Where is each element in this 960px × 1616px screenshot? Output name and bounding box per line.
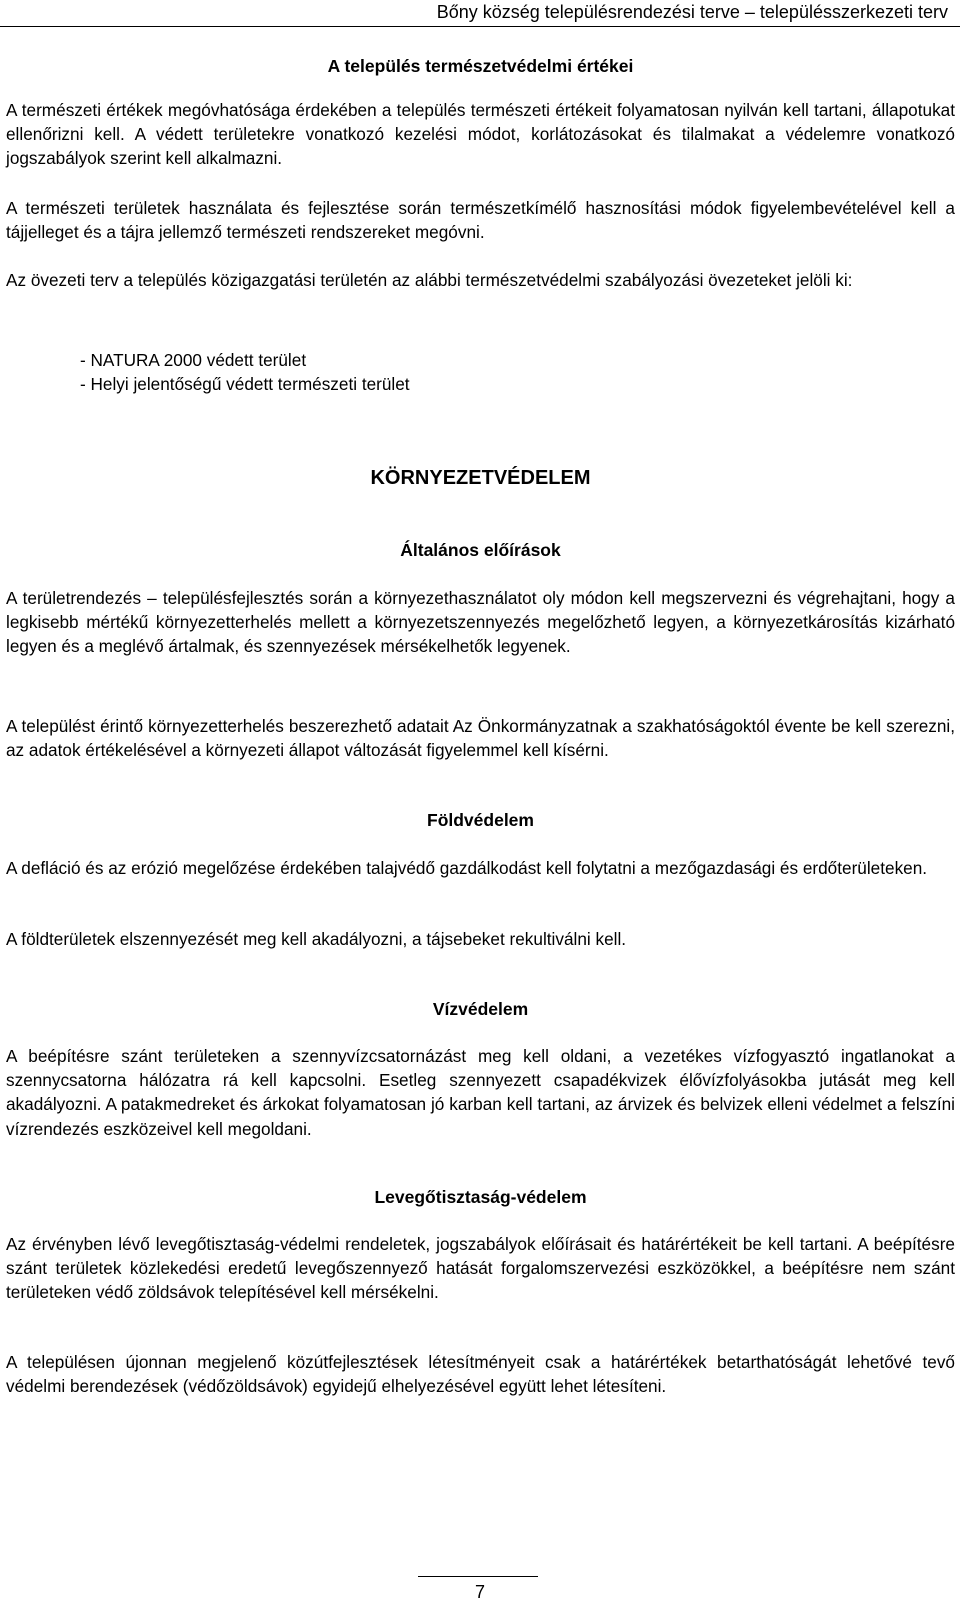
section-heading-soil: Földvédelem: [427, 810, 534, 830]
section-heading-air: Levegőtisztaság-védelem: [374, 1187, 587, 1207]
paragraph: A defláció és az erózió megelőzése érdekében talajvédő gazdálkodást kell folytatni a mezőgazdasági és erdőterületeken.: [6, 858, 928, 878]
section-heading-water: Vízvédelem: [432, 999, 529, 1019]
section-heading-nature: A település természetvédelmi értékei: [327, 56, 634, 76]
section-heading-general: Általános előírások: [400, 540, 561, 560]
paragraph: Az érvényben lévő levegőtisztaság-védelmi rendeletek, jogszabályok előírásait és határértékeit be kell tartani. A beépítésre szánt területek közlekedési eredetű levegőszennyező hatását forgalomszervezési eszközökkel, a beépítésre nem szánt területeken védő zöldsávok telepítésével kell mérsékelni.: [6, 1234, 955, 1303]
paragraph: A településen újonnan megjelenő közútfejlesztések létesítményeit csak a határértékek betarthatóságát lehetővé tevő védelmi berendezések (védőzöldsávok) egyidejű elhelyezésével együtt lehet létesíteni.: [6, 1352, 955, 1397]
footer-divider: [418, 1576, 538, 1577]
paragraph: A természeti területek használata és fejlesztése során természetkímélő hasznosítási módok figyelembevételével kell a tájjelleget és a tájra jellemző természeti rendszereket megóvni.: [6, 198, 955, 243]
list-item: - Helyi jelentőségű védett természeti terület: [80, 374, 410, 395]
paragraph: A területrendezés – településfejlesztés során a környezethasználatot oly módon kell megszervezni és végrehajtani, hogy a legkisebb mértékű környezetterhelés mellett a környezetszennyezés megelőzhető legyen, a környezetkárosítás kizárható legyen és a meglévő ártalmak, és szennyezések mérsékelhetők legyenek.: [6, 588, 955, 657]
paragraph: A természeti értékek megóvhatósága érdekében a település természeti értékeit folyamatosan nyilván kell tartani, állapotukat ellenőrizni kell. A védett területekre vonatkozó kezelési módot, korlátozásokat és tilalmakat a védelemre vonatkozó jogszabályok szerint kell alkalmazni.: [6, 100, 955, 169]
list-item: - NATURA 2000 védett terület: [80, 350, 307, 370]
chapter-title: KÖRNYEZETVÉDELEM: [370, 467, 591, 489]
paragraph: Az övezeti terv a település közigazgatási területén az alábbi természetvédelmi szabályozási övezeteket jelöli ki:: [6, 270, 853, 290]
header-title: Bőny község településrendezési terve – településszerkezeti terv: [436, 2, 948, 22]
running-header: [0, 0, 960, 27]
paragraph: A földterületek elszennyezését meg kell akadályozni, a tájsebeket rekultiválni kell.: [6, 929, 627, 949]
paragraph: A beépítésre szánt területeken a szennyvízcsatornázást meg kell oldani, a vezetékes vízfogyasztó ingatlanokat a szennycsatorna hálózatra rá kell kapcsolni. Esetleg szennyezett csapadékvizek élővízfolyásokba jutását meg kell akadályozni. A patakmedreket és árkokat folyamatosan jó karban kell tartani, az árvizek és belvizek elleni védelmet a felszíni vízrendezés eszközeivel kell megoldani.: [6, 1046, 955, 1139]
page-number: 7: [474, 1582, 485, 1602]
zone-list: [6, 348, 955, 396]
paragraph: A települést érintő környezetterhelés beszerezhető adatait Az Önkormányzatnak a szakhatóságoktól évente be kell szerezni, az adatok értékelésével a környezeti állapot változását figyelemmel kell kísérni.: [6, 716, 955, 761]
